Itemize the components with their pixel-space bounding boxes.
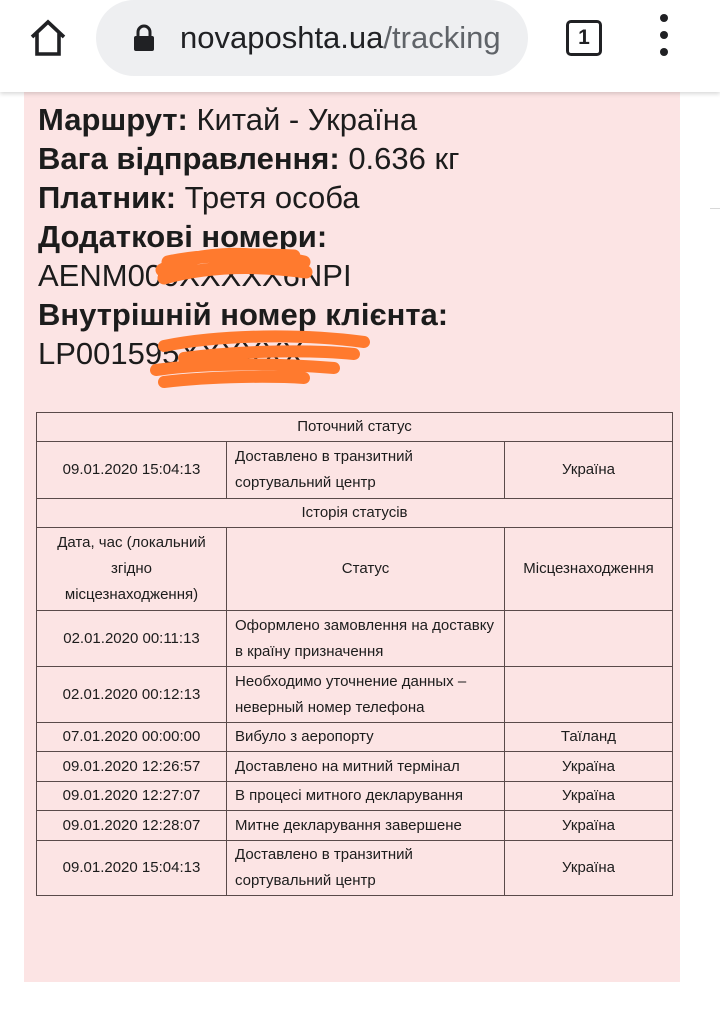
tracking-status-table: [36, 412, 673, 896]
history-location: Таїланд: [505, 723, 673, 752]
client-number-label: Внутрішній номер клієнта:: [38, 297, 449, 332]
route-value: Китай - Україна: [196, 102, 418, 137]
history-location: Україна: [505, 752, 673, 782]
tab-switcher-button[interactable]: 1: [566, 20, 602, 56]
history-header-row: [37, 499, 673, 528]
history-datetime: 02.01.2020 00:12:13: [37, 667, 227, 723]
history-row: [37, 667, 673, 723]
history-datetime: 07.01.2020 00:00:00: [37, 723, 227, 752]
weight-value: 0.636 кг: [348, 141, 460, 176]
url-text[interactable]: [180, 18, 510, 58]
weight-label: Вага відправлення:: [38, 141, 340, 176]
extra-numbers-label-row: [38, 217, 668, 256]
current-status-header: Поточний статус: [37, 413, 673, 442]
more-menu-icon[interactable]: [654, 14, 674, 64]
browser-toolbar: [0, 0, 720, 92]
history-datetime: 09.01.2020 12:28:07: [37, 811, 227, 841]
url-domain: novaposhta.ua: [180, 20, 384, 55]
current-status-row: [37, 442, 673, 499]
history-row: [37, 723, 673, 752]
route-label: Маршрут:: [38, 102, 188, 137]
history-location: [505, 611, 673, 667]
extra-number-value: AENM000XXXXX6NPI: [38, 258, 352, 293]
history-status: Доставлено на митний термінал: [227, 752, 505, 782]
history-status: Оформлено замовлення на доставку в країну призначення: [227, 611, 505, 667]
history-datetime: 02.01.2020 00:11:13: [37, 611, 227, 667]
history-location: Україна: [505, 841, 673, 896]
lock-icon: [132, 24, 156, 52]
column-header-location: Місцезнаходження: [505, 528, 673, 611]
history-row: [37, 782, 673, 811]
payer-value: Третя особа: [184, 180, 360, 215]
column-header-row: [37, 528, 673, 611]
tracking-panel: [24, 92, 680, 982]
current-datetime: 09.01.2020 15:04:13: [37, 442, 227, 499]
history-location: Україна: [505, 782, 673, 811]
history-status: Необходимо уточнение данных – неверный номер телефона: [227, 667, 505, 723]
redaction-scribble-extra-number: [154, 242, 314, 292]
history-status: Доставлено в транзитний сортувальний центр: [227, 841, 505, 896]
redaction-scribble-client-number: [144, 328, 374, 390]
history-header: Історія статусів: [37, 499, 673, 528]
history-datetime: 09.01.2020 15:04:13: [37, 841, 227, 896]
history-location: [505, 667, 673, 723]
history-row: [37, 611, 673, 667]
history-datetime: 09.01.2020 12:27:07: [37, 782, 227, 811]
url-path: /tracking: [383, 20, 501, 55]
column-header-datetime: Дата, час (локальний згідно місцезнаходження): [37, 528, 227, 611]
history-status: Митне декларування завершене: [227, 811, 505, 841]
history-status: В процесі митного декларування: [227, 782, 505, 811]
route-row: [38, 100, 668, 139]
address-bar[interactable]: [96, 0, 528, 76]
payer-row: [38, 178, 668, 217]
history-row: [37, 811, 673, 841]
current-status-text: Доставлено в транзитний сортувальний центр: [227, 442, 505, 499]
page-edge-divider: [710, 208, 720, 209]
current-location: Україна: [505, 442, 673, 499]
current-status-header-row: [37, 413, 673, 442]
history-row: [37, 752, 673, 782]
extra-numbers-label: Додаткові номери:: [38, 219, 328, 254]
client-number-value: LP001595XXXXXX: [38, 336, 304, 371]
history-location: Україна: [505, 811, 673, 841]
history-status: Вибуло з аеропорту: [227, 723, 505, 752]
home-icon[interactable]: [26, 16, 70, 60]
column-header-status: Статус: [227, 528, 505, 611]
payer-label: Платник:: [38, 180, 177, 215]
weight-row: [38, 139, 668, 178]
history-datetime: 09.01.2020 12:26:57: [37, 752, 227, 782]
history-row: [37, 841, 673, 896]
